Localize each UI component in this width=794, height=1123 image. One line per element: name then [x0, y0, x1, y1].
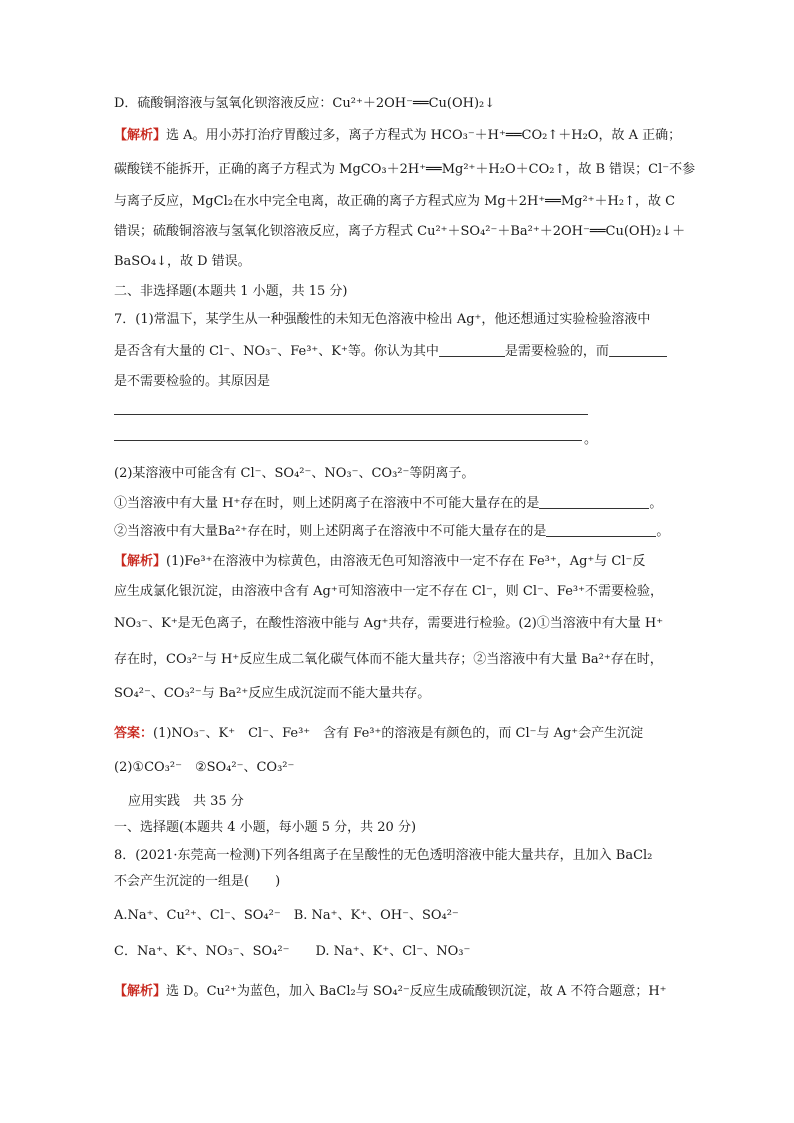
section-heading-text: 一、选择题(本题共 4 小题，每小题 5 分，共 20 分) — [114, 820, 417, 835]
answer-rule[interactable] — [114, 440, 582, 441]
question-text: 8．(2021·东莞高一检测)下列各组离子在呈酸性的无色透明溶液中能大量共存，且加入 BaCl₂ — [114, 848, 653, 863]
options-text: C．Na⁺、K⁺、NO₃⁻、SO₄²⁻ D. Na⁺、K⁺、Cl⁻、NO₃⁻ — [114, 944, 471, 959]
question-text: ①当溶液中有大量 H⁺存在时，则上述阴离子在溶液中不可能大量存在的是 — [114, 496, 540, 511]
answer-blank[interactable] — [546, 522, 656, 537]
analysis-7-line-3 — [114, 614, 694, 634]
analysis-7-line-4 — [114, 650, 694, 670]
answer-text: (1)NO₃⁻、K⁺ Cl⁻、Fe³⁺ 含有 Fe³⁺的溶液是有颜色的，而 Cl⁻与 Ag⁺会产生沉淀 — [153, 726, 644, 741]
analysis-text: SO₄²⁻、CO₃²⁻与 Ba²⁺反应生成沉淀而不能大量共存。 — [114, 686, 431, 701]
question-7-line-1 — [114, 310, 694, 330]
question-8-line-2 — [114, 872, 694, 892]
answer-blank[interactable] — [609, 342, 667, 357]
answer-line-2 — [114, 758, 694, 778]
section-heading-text: 应用实践 共 35 分 — [128, 794, 244, 809]
question-7-line-3 — [114, 372, 694, 392]
answer-rule[interactable] — [114, 414, 588, 415]
analysis-text: NO₃⁻、K⁺是无色离子，在酸性溶液中能与 Ag⁺共存，需要进行检验。(2)①当溶液中有大量 H⁺ — [114, 616, 664, 631]
answer-text: (2)①CO₃²⁻ ②SO₄²⁻、CO₃²⁻ — [114, 760, 295, 775]
analysis-text: 选 D。Cu²⁺为蓝色，加入 BaCl₂与 SO₄²⁻反应生成硫酸钡沉淀，故 A 不符合题意；H⁺ — [166, 984, 667, 999]
analysis-1-line-2 — [114, 160, 694, 180]
punctuation: 。 — [656, 524, 670, 539]
analysis-text: 错误；硫酸铜溶液与氢氧化钡溶液反应，离子方程式 Cu²⁺＋SO₄²⁻＋Ba²⁺＋2OH⁻══Cu(OH)₂↓＋ — [114, 224, 686, 239]
analysis-7-line-5 — [114, 684, 694, 704]
analysis-8-line-1 — [114, 982, 694, 1002]
section-heading-nonchoice — [114, 282, 694, 302]
question-text: 是否含有大量的 Cl⁻、NO₃⁻、Fe³⁺、K⁺等。你认为其中 — [114, 344, 439, 359]
answer-blank[interactable] — [439, 342, 505, 357]
analysis-text: 碳酸镁不能拆开，正确的离子方程式为 MgCO₃＋2H⁺══Mg²⁺＋H₂O＋CO₂↑，故 B 错误；Cl⁻不参 — [114, 162, 696, 177]
question-8-options-cd — [114, 942, 694, 962]
punctuation: 。 — [584, 432, 598, 447]
question-7-part-2-1 — [114, 494, 694, 514]
answer-rule-end — [584, 430, 694, 450]
question-text: (2)某溶液中可能含有 Cl⁻、SO₄²⁻、NO₃⁻、CO₃²⁻等阴离子。 — [114, 466, 475, 481]
question-text: 不会产生沉淀的一组是( ) — [114, 874, 281, 889]
answer-blank[interactable] — [539, 494, 649, 509]
question-text: 7．(1)常温下，某学生从一种强酸性的未知无色溶液中检出 Ag⁺，他还想通过实验检验溶液中 — [114, 312, 651, 327]
analysis-7-line-2 — [114, 582, 694, 602]
option-d-text: D．硫酸铜溶液与氢氧化钡溶液反应：Cu²⁺＋2OH⁻══Cu(OH)₂↓ — [114, 96, 496, 111]
analysis-text: (1)Fe³⁺在溶液中为棕黄色，由溶液无色可知溶液中一定不存在 Fe³⁺，Ag⁺与 Cl⁻反 — [166, 554, 646, 569]
option-d-line — [114, 94, 694, 114]
question-7-part-2 — [114, 464, 694, 484]
answer-line-1 — [114, 724, 694, 744]
punctuation: 。 — [649, 496, 663, 511]
analysis-text: 存在时，CO₃²⁻与 H⁺反应生成二氧化碳气体而不能大量共存；②当溶液中有大量 Ba²⁺存在时， — [114, 652, 663, 667]
analysis-text: 选 A。用小苏打治疗胃酸过多，离子方程式为 HCO₃⁻＋H⁺══CO₂↑＋H₂O，故 A 正确； — [166, 128, 682, 143]
analysis-tag: 【解析】 — [114, 554, 167, 569]
question-text: 是不需要检验的。其原因是 — [114, 374, 271, 389]
analysis-1-line — [114, 126, 694, 146]
question-8-options-ab — [114, 906, 694, 926]
analysis-tag: 【解析】 — [114, 128, 167, 143]
question-text: 是需要检验的，而 — [504, 344, 609, 359]
section-heading-text: 二、非选择题(本题共 1 小题，共 15 分) — [114, 284, 348, 299]
answer-tag: 答案： — [114, 726, 154, 741]
analysis-7-line-1 — [114, 552, 694, 572]
section-heading-practice — [128, 792, 694, 812]
analysis-1-line-3 — [114, 192, 694, 212]
analysis-tag: 【解析】 — [114, 984, 167, 999]
analysis-1-line-4 — [114, 222, 694, 242]
analysis-1-line-5 — [114, 252, 694, 272]
question-8-line-1 — [114, 846, 694, 866]
options-text: A.Na⁺、Cu²⁺、Cl⁻、SO₄²⁻ B. Na⁺、K⁺、OH⁻、SO₄²⁻ — [114, 908, 459, 923]
analysis-text: BaSO₄↓，故 D 错误。 — [114, 254, 251, 269]
question-7-part-2-2 — [114, 522, 694, 542]
question-text: ②当溶液中有大量Ba²⁺存在时，则上述阴离子在溶液中不可能大量存在的是 — [114, 524, 547, 539]
section-heading-choice — [114, 818, 694, 838]
question-7-line-2 — [114, 342, 694, 362]
analysis-text: 与离子反应，MgCl₂在水中完全电离，故正确的离子方程式应为 Mg＋2H⁺══Mg²⁺＋H₂↑，故 C — [114, 194, 676, 209]
analysis-text: 应生成氯化银沉淀，由溶液中含有 Ag⁺可知溶液中一定不存在 Cl⁻，则 Cl⁻、Fe³⁺不需要检验， — [114, 584, 663, 599]
